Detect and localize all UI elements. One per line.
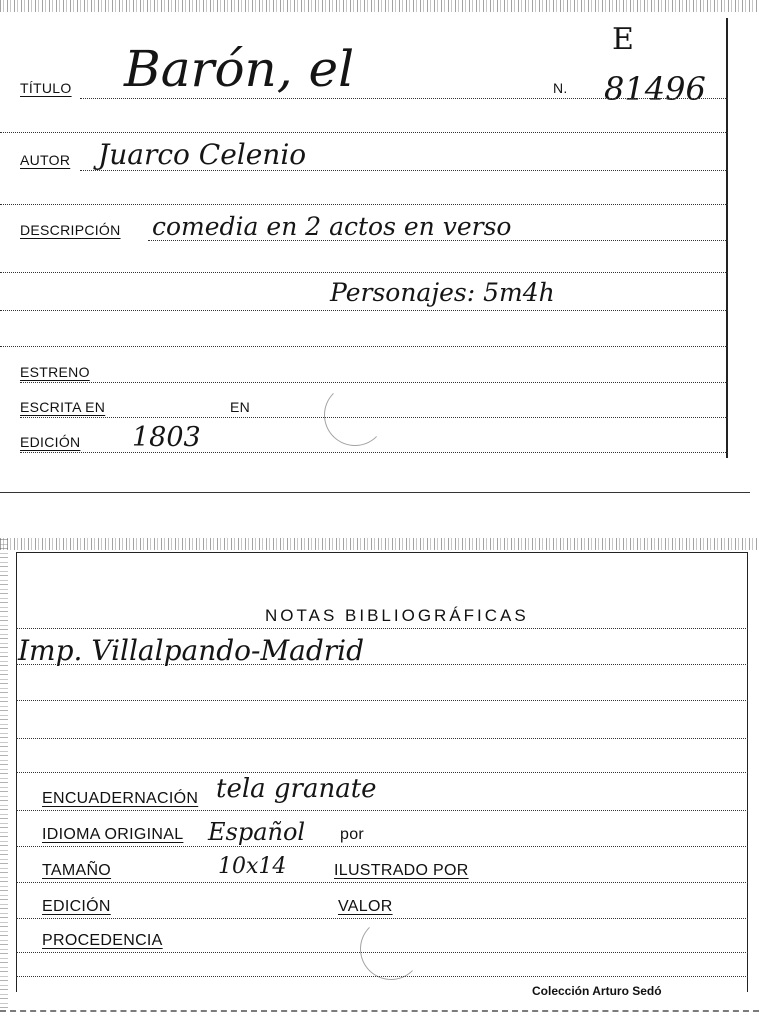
stamp-mark [360, 918, 422, 980]
por-label: por [340, 826, 365, 843]
encuadernacion-line [16, 810, 748, 811]
procedencia-label: PROCEDENCIA [42, 932, 163, 949]
catalog-card-top [0, 0, 759, 492]
rule-line [0, 272, 728, 273]
card-top-border [16, 552, 748, 553]
rule-line [16, 738, 748, 739]
corner-mark: E [612, 22, 634, 57]
edicion-line [20, 452, 728, 453]
rule-line [16, 700, 748, 701]
tamano-line [16, 882, 748, 883]
autor-value: Juarco Celenio [98, 138, 307, 171]
card-bottom-edge-line [0, 1010, 759, 1015]
valor-label: VALOR [338, 898, 393, 915]
escrita-label: ESCRITA EN [20, 399, 106, 415]
card-right-border [726, 18, 728, 458]
descripcion-label: DESCRIPCIÓN [20, 222, 121, 238]
card-bottom-edge [0, 538, 759, 550]
encuadernacion-value: tela granate [216, 774, 377, 804]
idioma-label: IDIOMA ORIGINAL [42, 826, 184, 843]
card-left-edge [0, 538, 8, 1008]
ilustrado-label: ILUSTRADO POR [334, 862, 469, 879]
autor-label: AUTOR [20, 152, 71, 168]
estreno-line [20, 382, 728, 383]
estreno-label: ESTRENO [20, 364, 90, 380]
rule-line [0, 346, 728, 347]
edicion-value: 1803 [132, 422, 201, 453]
rule-line [0, 204, 728, 205]
idioma-line [16, 846, 748, 847]
encuadernacion-label: ENCUADERNACIÓN [42, 790, 199, 807]
numero-label: N. [553, 80, 568, 96]
stamp-mark [324, 384, 386, 446]
rule-line [16, 772, 748, 773]
en-label: EN [230, 399, 251, 415]
collection-footer: Colección Arturo Sedó [532, 984, 662, 998]
personajes-value: Personajes: 5m4h [330, 278, 555, 307]
rule-line [16, 976, 748, 977]
edicion-label: EDICIÓN [42, 898, 111, 915]
tamano-label: TAMAÑO [42, 862, 112, 879]
autor-line [80, 170, 728, 171]
section-title: NOTAS BIBLIOGRÁFICAS [265, 606, 529, 625]
edicion-label: EDICIÓN [20, 434, 81, 450]
titulo-line [80, 98, 728, 99]
tamano-value: 10x14 [218, 854, 287, 879]
descripcion-line [148, 240, 728, 241]
card-top-edge [0, 0, 759, 12]
rule-line [16, 628, 748, 629]
titulo-value: Barón, el [124, 40, 355, 98]
rule-line [16, 664, 748, 665]
catalog-card-bottom [0, 538, 759, 1028]
rule-line [0, 310, 728, 311]
idioma-value: Español [208, 818, 306, 846]
descripcion-value: comedia en 2 actos en verso [152, 212, 512, 241]
titulo-label: TÍTULO [20, 80, 72, 96]
rule-line [0, 132, 728, 133]
note-line: Imp. Villalpando-Madrid [18, 634, 365, 667]
numero-value: 81496 [604, 70, 706, 108]
card-separator [0, 492, 750, 493]
